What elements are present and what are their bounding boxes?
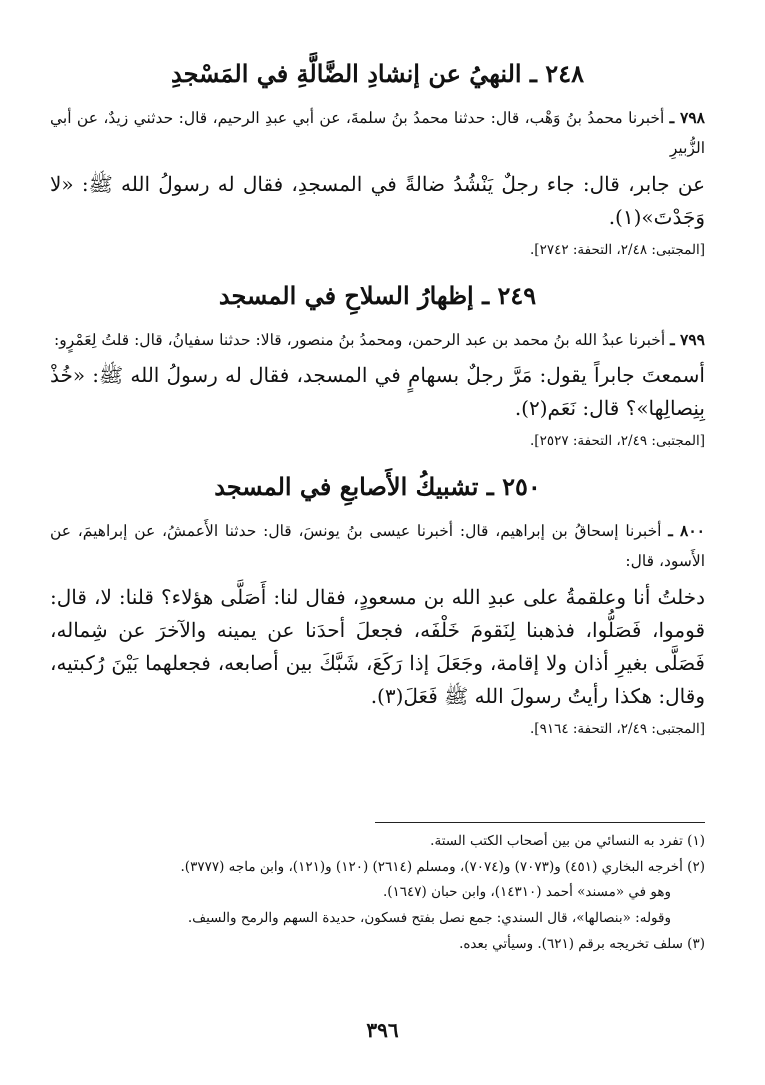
hadith-number: ٧٩٨ ـ — [669, 108, 705, 128]
chapter-section — [50, 280, 705, 449]
footnote-continuation: وهو في «مسند» أحمد (١٤٣١٠)، وابن حبان (١٦٤٧). — [382, 884, 671, 901]
takhrij-reference: [المجتبى: ٢/٤٨، التحفة: ٢٧٤٢]. — [530, 241, 705, 258]
isnad-text: أخبرنا محمدُ بنُ وَهْب، قال: حدثنا محمدُ بنُ سلمةَ، عن أبي عبدِ الرحيم، قال: حدثني زيدٌ، عن أبي الزُّبيرِ — [50, 109, 705, 158]
footnote-continuation: وقوله: «بنصالها»، قال السندي: جمع نصل بفتح فسكون، حديدة السهم والرمح والسيف. — [187, 909, 671, 926]
hadith-isnad — [50, 516, 705, 576]
hadith-number: ٧٩٩ ـ — [670, 329, 705, 349]
isnad-text: أخبرنا عبدُ الله بنُ محمد بن عبد الرحمن، ومحمدُ بنُ منصور، قالا: حدثنا سفيانُ، قال: قلتُ لِعَمْرٍو: — [54, 330, 666, 349]
footnote: (٣) سلف تخريجه برقم (٦٢١). وسيأتي بعده. — [459, 935, 705, 952]
footnote: (١) تفرد به النسائي من بين أصحاب الكتب الستة. — [430, 833, 705, 849]
chapter-heading: ٢٤٩ ـ إظهارُ السلاحِ في المسجد — [218, 280, 537, 310]
hadith-matn: أسمعتَ جابراً يقول: مَرَّ رجلٌ بسهامٍ في المسجد، فقال له رسولُ الله ﷺ: «خُذْ بِنِصالِها»؟ قال: نَعَم(٢). — [50, 363, 705, 421]
takhrij-reference: [المجتبى: ٢/٤٩، التحفة: ٩١٦٤]. — [530, 720, 705, 737]
footnote: (٢) أخرجه البخاري (٤٥١) و(٧٠٧٣) و(٧٠٧٤)، ومسلم (٢٦١٤) (١٢٠) و(١٢١)، وابن ماجه (٣٧٧٧). — [180, 858, 705, 875]
hadith-isnad — [50, 325, 705, 355]
hadith-number: ٨٠٠ ـ — [668, 521, 705, 541]
chapter-section — [50, 58, 705, 258]
hadith-isnad — [50, 103, 705, 163]
hadith-matn: عن جابر، قال: جاء رجلٌ يَنْشُدُ ضالةً في المسجدِ، فقال له رسولُ الله ﷺ: «لا وَجَدْتَ»(١). — [50, 171, 705, 229]
takhrij-reference: [المجتبى: ٢/٤٩، التحفة: ٢٥٢٧]. — [530, 433, 705, 450]
isnad-text: أخبرنا إسحاقُ بن إبراهيم، قال: أخبرنا عيسى بنُ يونسَ، قال: حدثنا الأَعمشُ، عن إبراهيمَ، عن الأَسود، قال: — [50, 522, 705, 571]
chapter-section — [50, 471, 705, 737]
chapter-heading: ٢٤٨ ـ النهيُ عن إنشادِ الضَّالَّةِ في المَسْجدِ — [171, 59, 584, 88]
hadith-matn: دخلتُ أنا وعلقمةُ على عبدِ الله بن مسعودٍ، فقال لنا: أَصَلَّى هؤلاء؟ قلنا: لا، قال: قوموا، فَصَلُّوا، فذهبنا لِنَقومَ خَلْفَه، فجعلَ أحدَنا عن يمينه والآخرَ عن شِماله، فَصَلَّى بغيرِ أذان ولا إقامة، وجَعَلَ إذا رَكَعَ، شَبَّكَ بين أصابعه، فجعلهما بَيْنَ رُكبتيه، وقال: هكذا رأيتُ رسولَ الله ﷺ فَعَلَ(٣). — [50, 584, 705, 708]
footnote-divider — [375, 822, 705, 823]
footnotes — [50, 822, 705, 957]
chapter-heading: ٢٥٠ ـ تشبيكُ الأَصابعِ في المسجد — [214, 472, 541, 502]
page-number: ٣٩٦ — [366, 1018, 399, 1042]
